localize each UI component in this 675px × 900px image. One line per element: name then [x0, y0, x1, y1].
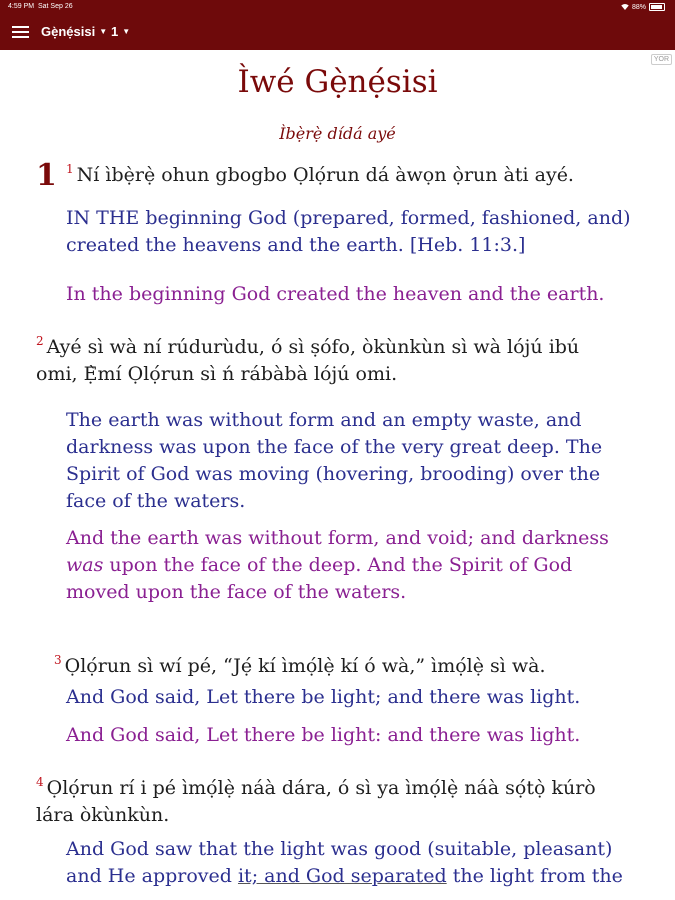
amplified-text: And God saw that the light was good (suitable, pleasant) and He approved — [66, 838, 613, 887]
kjv-text: And the earth was without form, and void; and darkness — [66, 527, 609, 549]
verse-yoruba[interactable] — [54, 647, 644, 680]
verse-text: Ọlọ́run sì wí pé, “Jẹ́ kí ìmọ́lẹ̀ kí ó wà,” ìmọ́lẹ̀ sì wà. — [64, 655, 546, 677]
battery-icon — [649, 3, 665, 11]
version-badge[interactable]: YOR — [651, 54, 672, 65]
highlighted-text: it; and God separated — [237, 865, 447, 887]
verse-yoruba[interactable] — [36, 769, 616, 829]
verse-amplified[interactable] — [66, 836, 636, 890]
verse-amplified[interactable]: IN THE beginning God (prepared, formed, fashioned, and) created the heavens and the earth. [Heb. 11:3.] — [66, 207, 631, 256]
kjv-italic-text: was — [66, 554, 104, 576]
verse-amplified[interactable]: And God said, Let there be light; and there was light. — [66, 686, 581, 708]
verse-number: 2 — [36, 334, 44, 348]
status-time: 4:59 PM Sat Sep 26 — [8, 3, 73, 10]
verse-number: 3 — [54, 653, 62, 667]
status-date: Sat Sep 26 — [37, 3, 73, 10]
status-bar — [0, 0, 675, 14]
chevron-down-icon: ▼ — [99, 27, 108, 36]
chapter-selector[interactable] — [111, 24, 130, 39]
verse-kjv[interactable] — [66, 525, 626, 606]
verse-kjv[interactable]: And God said, Let there be light: and there was light. — [66, 724, 581, 746]
verse-text: Ayé sì wà ní rúdurùdu, ó sì ṣófo, òkùnkùn sì wà lójú ibú omi, Ẹ̀mí Ọlọ́run sì ń rábàbà lójú omi. — [36, 336, 580, 385]
amplified-text: the light from the — [446, 865, 623, 887]
book-selector[interactable] — [41, 24, 107, 39]
page-title: Ìwé Gẹ̀nẹ́sisi — [237, 64, 438, 100]
verse-kjv[interactable]: In the beginning God created the heaven and the earth. — [66, 283, 605, 305]
verse-amplified[interactable]: The earth was without form and an empty waste, and darkness was upon the face of the very great deep. The Spirit of God was moving (hovering, brooding) over the face of the waters. — [66, 409, 603, 512]
wifi-icon — [621, 4, 629, 10]
verse-number: 4 — [36, 775, 44, 789]
verse-yoruba[interactable] — [36, 328, 596, 388]
kjv-text: upon the face of the deep. And the Spirit of God moved upon the face of the waters. — [66, 554, 573, 603]
chapter-selector-label: 1 — [111, 24, 119, 39]
chevron-down-icon: ▼ — [122, 27, 131, 36]
verse-text: Ní ìbẹ̀rẹ̀ ohun gbogbo Ọlọ́run dá àwọn ọ̀run àti ayé. — [76, 164, 574, 186]
book-selector-label: Gẹ̀nẹ́sisi — [41, 24, 96, 39]
reading-pane[interactable] — [0, 50, 675, 900]
status-right — [621, 3, 665, 11]
menu-icon[interactable] — [12, 26, 29, 38]
battery-percent: 88% — [631, 3, 646, 11]
verse-number: 1 — [66, 162, 74, 176]
chapter-number: 1 — [36, 158, 57, 193]
verse-yoruba[interactable] — [66, 156, 646, 189]
verse-text: Ọlọ́run rí i pé ìmọ́lẹ̀ náà dára, ó sì ya ìmọ́lẹ̀ náà sọ́tọ̀ kúrò lára òkùnkùn. — [36, 777, 596, 826]
top-nav-bar — [0, 14, 675, 50]
section-heading: Ìbẹ̀rẹ̀ dídá ayé — [279, 124, 396, 143]
